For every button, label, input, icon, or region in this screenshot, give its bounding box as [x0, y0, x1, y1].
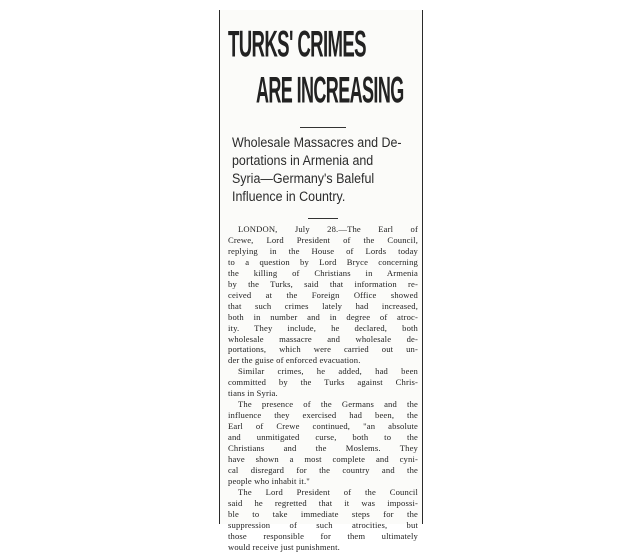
- article-body: [228, 224, 418, 553]
- article-line: cal disregard for the country and the: [228, 464, 418, 475]
- article-line: Similar crimes, he added, had been: [238, 366, 418, 377]
- article-line: ceived at the Foreign Office showed: [228, 289, 418, 300]
- deck-line: Syria—Germany's Baleful: [232, 171, 375, 186]
- subheadline-deck: [232, 134, 403, 206]
- article-line: and unmitigated curse, both to the: [228, 432, 418, 443]
- article-line: ity. They include, he declared, both: [228, 322, 418, 333]
- deck-line: Influence in Country.: [232, 189, 346, 204]
- deck-line: Wholesale Massacres and De-: [232, 135, 402, 150]
- article-line: people who inhabit it.": [228, 475, 310, 486]
- article-line: The presence of the Germans and the: [238, 399, 418, 410]
- headline-line-2: ARE INCREASING: [256, 70, 404, 112]
- article-line: The Lord President of the Council: [238, 486, 418, 497]
- article-line: Christians and the Moslems. They: [228, 443, 418, 454]
- article-line: committed by the Turks against Chris-: [228, 377, 418, 388]
- article-line: the killing of Christians in Armenia: [228, 267, 418, 278]
- article-line: portations, which were carried out un-: [228, 344, 418, 355]
- headline-divider: [300, 127, 346, 128]
- article-line: replying in the House of Lords today: [228, 245, 418, 256]
- article-line: tians in Syria.: [228, 388, 278, 399]
- article-line: Earl of Crewe continued, "an absolute: [228, 421, 418, 432]
- newspaper-clipping: [219, 10, 423, 552]
- deck-divider: [308, 218, 338, 219]
- article-line: to a question by Lord Bryce concerning: [228, 256, 418, 267]
- article-line: by the Turks, said that information re-: [228, 278, 418, 289]
- article-line: said he regretted that it was impossi-: [228, 497, 418, 508]
- article-line: influence they exercised had been, the: [228, 410, 418, 421]
- article-line: that such crimes lately had increased,: [228, 300, 418, 311]
- article-line: suppression of such atrocities, but: [228, 519, 418, 530]
- article-line: have shown a most complete and cyni-: [228, 454, 418, 465]
- article-line: der the guise of enforced evacuation.: [228, 355, 361, 366]
- headline-line-1: TURKS' CRIMES: [228, 24, 366, 66]
- article-line: Crewe, Lord President of the Council,: [228, 234, 418, 245]
- article-line: those responsible for them ultimately: [228, 530, 418, 541]
- article-line: wholesale massacre and wholesale de-: [228, 333, 418, 344]
- article-line: LONDON, July 28.—The Earl of: [238, 224, 418, 234]
- article-line: would receive just punishment.: [228, 541, 340, 552]
- article-line: both in number and in degree of atroc-: [228, 311, 418, 322]
- deck-line: portations in Armenia and: [232, 153, 374, 168]
- article-line: ble to take immediate steps for the: [228, 508, 418, 519]
